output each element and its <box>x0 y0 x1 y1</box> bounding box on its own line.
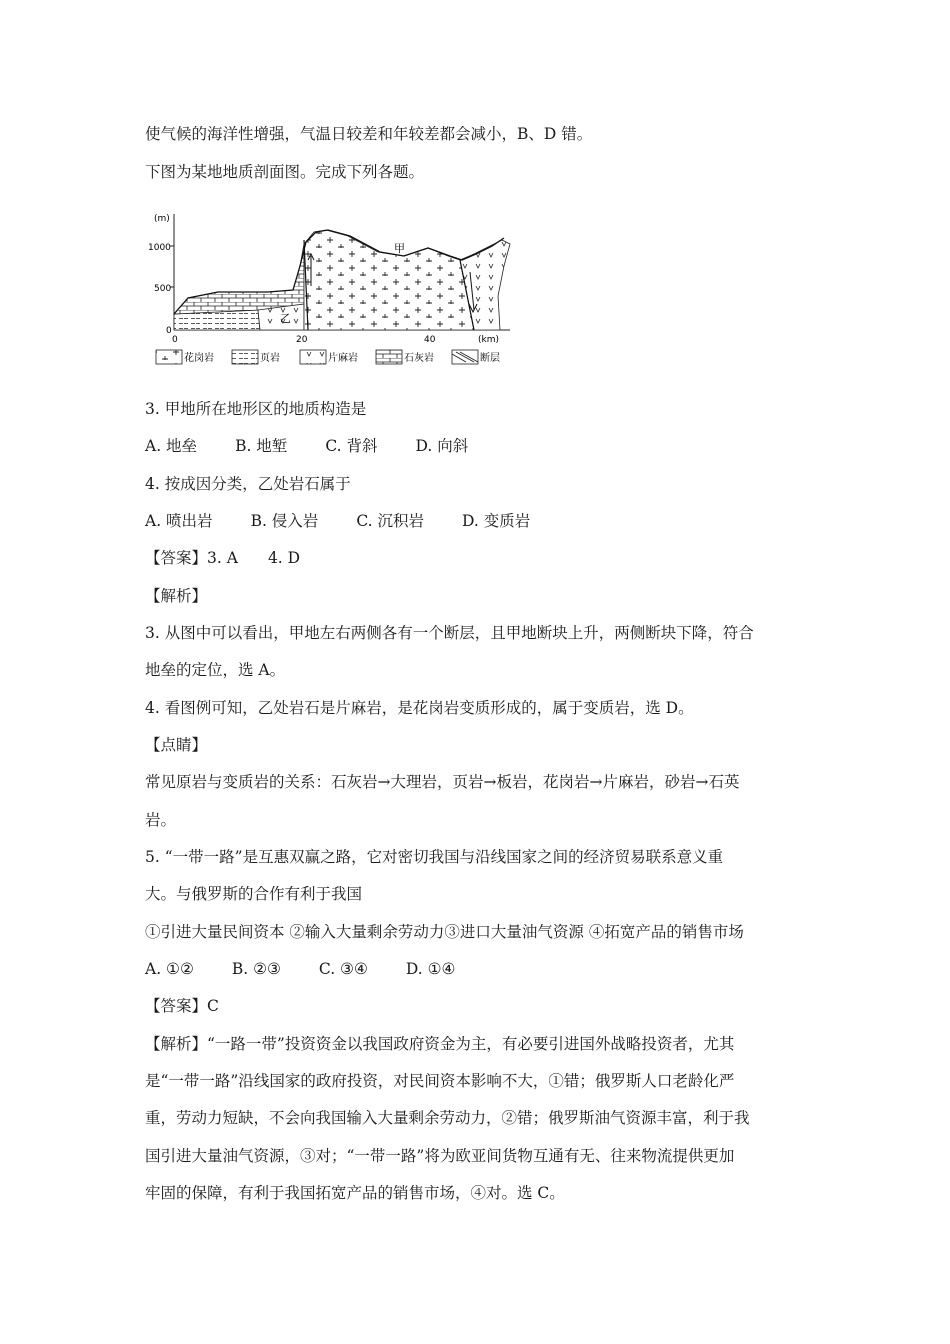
place-label-yi: 乙 <box>280 312 291 325</box>
legend-shale-swatch <box>232 350 258 364</box>
text-line: 下图为某地地质剖面图。完成下列各题。 <box>145 163 425 181</box>
note-line: 常见原岩与变质岩的关系：石灰岩→大理岩，页岩→板岩，花岗岩→片麻岩，砂岩→石英 <box>145 773 740 791</box>
text-line: 使气候的海洋性增强，气温日较差和年较差都会减小，B、D 错。 <box>145 125 593 143</box>
legend-label: 花岗岩 <box>184 353 214 364</box>
question-5-options <box>145 959 815 979</box>
answer-line: 【答案】C <box>145 997 219 1015</box>
analysis-line: 牢固的保障，有利于我国拓宽产品的销售市场，④对。选 C。 <box>145 1184 565 1202</box>
analysis-label: 【解析】 <box>145 587 208 605</box>
legend-label: 片麻岩 <box>328 353 358 364</box>
x-tick-label: 0 <box>172 335 178 345</box>
limestone-layer <box>174 244 304 314</box>
geologic-profile-figure <box>148 206 520 372</box>
question-4-options <box>145 511 815 531</box>
place-label-jia: 甲 <box>394 242 405 255</box>
answer-item: 4. D <box>267 549 301 567</box>
y-axis-unit: (m) <box>154 214 170 224</box>
note-line: 岩。 <box>145 811 177 829</box>
legend-gneiss-swatch <box>300 350 326 364</box>
option: B. ②③ <box>231 960 281 978</box>
y-axis <box>148 214 174 336</box>
analysis-line: 国引进大量油气资源，③对；“一带一路”将为欧亚间货物互通有无、往来物流提供更加 <box>145 1147 735 1165</box>
answer-line <box>145 548 815 568</box>
legend-label: 页岩 <box>260 353 280 364</box>
question-5-statements: ①引进大量民间资本 ②输入大量剩余劳动力③进口大量油气资源 ④拓宽产品的销售市场 <box>145 923 744 941</box>
legend-granite-swatch <box>156 350 182 364</box>
analysis-line: 地垒的定位，选 A。 <box>145 661 286 679</box>
option: A. ①② <box>145 960 194 978</box>
x-tick-label: 20 <box>296 335 308 345</box>
x-axis <box>172 330 510 345</box>
question-3-options <box>145 436 815 456</box>
answer-item: 3. A <box>207 549 238 567</box>
legend-label: 石灰岩 <box>404 353 434 364</box>
option: C. 背斜 <box>325 437 378 455</box>
analysis-line: 重，劳动力短缺，不会向我国输入大量剩余劳动力，②错；俄罗斯油气资源丰富，利于我 <box>145 1109 750 1127</box>
note-label: 【点睛】 <box>145 736 208 754</box>
option: D. 变质岩 <box>461 512 531 530</box>
question-5-stem: 5. “一带一路”是互惠双赢之路，它对密切我国与沿线国家之间的经济贸易联系意义重 <box>145 848 724 866</box>
option: D. ①④ <box>405 960 456 978</box>
analysis-line: 是“一带一路”沿线国家的政府投资，对民间资本影响不大，①错；俄罗斯人口老龄化严 <box>145 1072 735 1090</box>
y-tick-label: 500 <box>154 284 172 294</box>
analysis-line: 3. 从图中可以看出，甲地左右两侧各有一个断层，且甲地断块上升，两侧断块下降，符合 <box>145 624 754 642</box>
option: B. 侵入岩 <box>250 512 319 530</box>
granite-block <box>304 230 474 330</box>
analysis-line: 【解析】“一路一带”投资资金以我国政府资金为主，有必要引进国外战略投资者，尤其 <box>145 1035 735 1053</box>
y-tick-label: 0 <box>166 326 172 336</box>
question-5-stem: 大。与俄罗斯的合作有利于我国 <box>145 885 363 903</box>
option: A. 喷出岩 <box>145 512 213 530</box>
question-3-stem: 3. 甲地所在地形区的地质构造是 <box>145 400 367 418</box>
x-tick-label: 40 <box>424 335 436 345</box>
analysis-line: 4. 看图例可知，乙处岩石是片麻岩，是花岗岩变质形成的，属于变质岩，选 D。 <box>145 699 694 717</box>
y-tick-label: 1000 <box>148 243 171 253</box>
option: C. 沉积岩 <box>356 512 424 530</box>
answer-label: 【答案】 <box>145 549 208 567</box>
legend <box>156 350 500 364</box>
option: D. 向斜 <box>415 437 469 455</box>
option: C. ③④ <box>318 960 368 978</box>
option: B. 地堑 <box>235 437 288 455</box>
x-axis-unit: (km) <box>478 335 500 345</box>
question-4-stem: 4. 按成因分类，乙处岩石属于 <box>145 475 351 493</box>
legend-limestone-swatch <box>376 350 402 364</box>
option: A. 地垒 <box>145 437 198 455</box>
legend-label: 断层 <box>480 353 500 364</box>
